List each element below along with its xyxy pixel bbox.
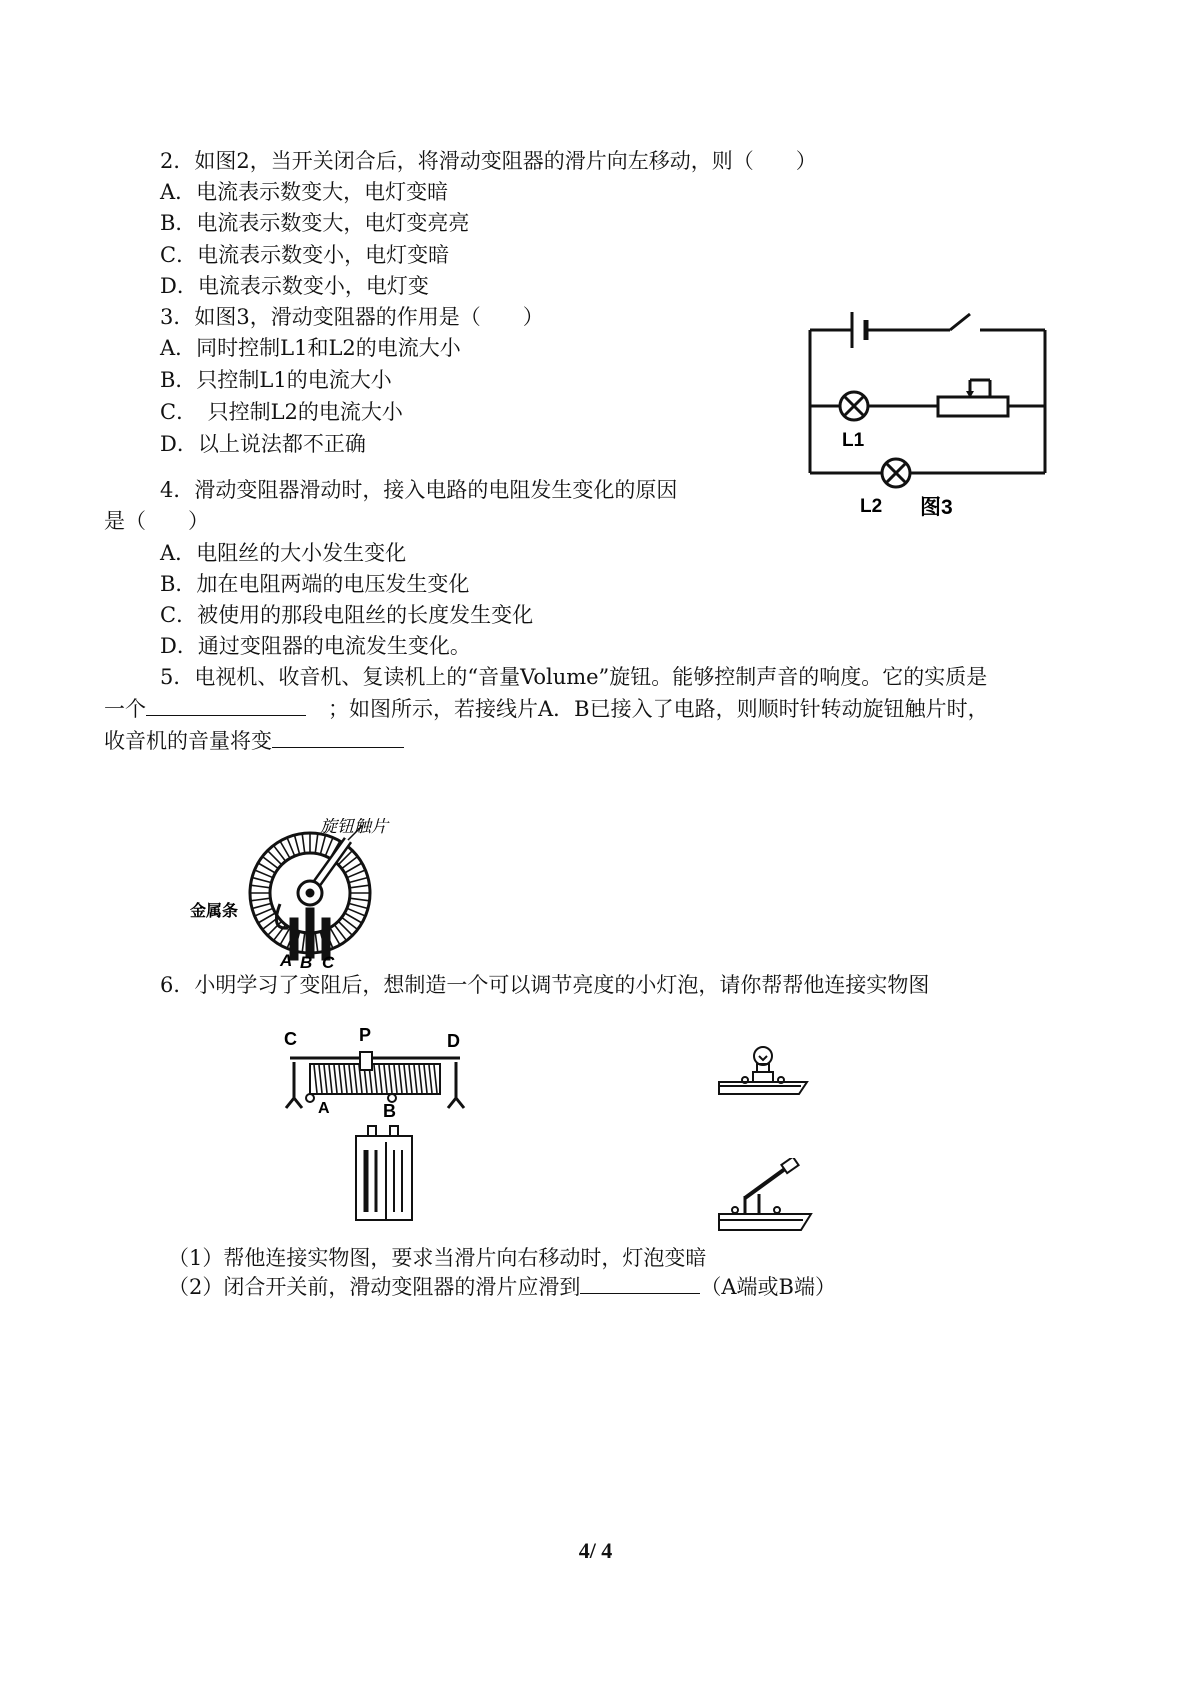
question-2-option-b: B．电流表示数变大，电灯变亮亮 [160,211,470,235]
question-2-option-a: A．电流表示数变大，电灯变暗 [160,180,449,204]
rheostat-coil-turn [354,1065,357,1093]
rheostat-coil-turn [389,1065,392,1093]
slide-rheostat-figure [280,1028,480,1118]
knob-ring-hatch [255,870,272,877]
knob-ring-hatch [302,934,304,952]
knob-ring-hatch [315,934,317,952]
rheostat-coil-turn [344,1065,347,1093]
question-4-stem: 4．滑动变阻器滑动时，接入电路的电阻发生变化的原因 [160,478,678,502]
figure-3-caption: 图3 [920,496,953,519]
question-4-option-b: B．加在电阻两端的电压发生变化 [160,572,470,596]
rheostat-coil-turn [424,1065,427,1093]
label-l2: L2 [860,496,883,517]
question-3-option-c: C． 只控制L2的电流大小 [160,400,403,424]
rheostat-label-a: A [318,1100,330,1117]
volume-knob-figure [190,818,430,968]
knob-ring-hatch [252,885,270,887]
question-2-stem: 2．如图2，当开关闭合后，将滑动变阻器的滑片向左移动，则（ ） [160,149,817,173]
question-5-line-3-text: 收音机的音量将变 [104,729,272,753]
question-6-sub-1: （1）帮他连接实物图，要求当滑片向右移动时，灯泡变暗 [168,1246,707,1270]
knob-ring-hatch [252,898,270,900]
rheostat-coil-turn [409,1065,412,1093]
knob-ring-hatch [351,898,369,900]
question-4-option-c: C．被使用的那段电阻丝的长度发生变化 [160,603,534,627]
rheostat-coil-turn [379,1065,382,1093]
knob-ring-hatch [326,838,333,855]
rheostat-coil-turn [384,1065,387,1093]
question-5-line-2 [104,695,989,723]
question-5-line-1: 5．电视机、收音机、复读机上的“音量Volume”旋钮。能够控制声音的响度。它的实质是 [160,665,988,689]
question-6-sub-2 [168,1273,836,1301]
rheostat-coil-turn [349,1065,352,1093]
rheostat-coil-turn [319,1065,322,1093]
question-6-stem: 6．小明学习了变阻后，想制造一个可以调节亮度的小灯泡，请你帮帮他连接实物图 [160,973,930,997]
label-knob-contact: 旋钮触片 [320,818,388,836]
label-l1: L1 [842,430,865,451]
question-5-line-2-prefix: 一个 [104,697,146,721]
knob-ring-hatch [302,835,304,853]
light-bulb-figure [715,1042,815,1102]
question-5-line-2-suffix: ；如图所示，若接线片A．B已接入了电路，则顺时针转动旋钮触片时， [328,697,989,721]
question-2-option-d: D．电流表示数变小，电灯变 [160,274,429,298]
rheostat-coil-turn [399,1065,402,1093]
answer-blank-1[interactable] [146,695,306,716]
question-3-option-d: D．以上说法都不正确 [160,432,366,456]
knob-ring-hatch [295,836,300,853]
knob-ring-hatch [348,909,365,916]
terminal-label-b: B [300,953,313,968]
terminal-label-a: A [280,951,293,968]
rheostat-coil-turn [334,1065,337,1093]
knob-ring-hatch [255,909,272,916]
answer-blank-2[interactable] [272,727,404,748]
rheostat-coil-turn [329,1065,332,1093]
page-number: 4/ 4 [578,1538,613,1563]
rheostat-label-d: D [447,1031,460,1051]
knob-ring-hatch [351,885,369,887]
rheostat-coil-turn [404,1065,407,1093]
question-4-stem-continued: 是（ ） [104,509,209,533]
rheostat-coil-turn [434,1065,437,1093]
rheostat-coil-turn [414,1065,417,1093]
rheostat-coil-turn [429,1065,432,1093]
knob-ring-hatch [253,878,270,883]
rheostat-label-b: B [383,1101,396,1118]
rheostat-label-p: P [359,1028,372,1045]
rheostat-coil-turn [394,1065,397,1093]
rheostat-coil-turn [419,1065,422,1093]
question-4-option-d: D．通过变阻器的电流发生变化。 [160,634,471,658]
answer-blank-3[interactable] [580,1273,700,1294]
knob-ring-hatch [321,836,326,853]
question-4-option-a: A．电阻丝的大小发生变化 [160,541,407,565]
terminal-label-c: C [322,953,335,968]
knob-ring-hatch [315,835,317,853]
question-3-stem: 3．如图3，滑动变阻器的作用是（ ） [160,305,544,329]
figure-3-circuit-diagram [800,300,1060,540]
question-6-sub-2-suffix: （A端或B端） [700,1275,836,1299]
knob-ring-hatch [287,838,294,855]
rheostat-coil-turn [314,1065,317,1093]
rheostat-coil-turn [324,1065,327,1093]
question-6-sub-2-prefix: （2）闭合开关前，滑动变阻器的滑片应滑到 [168,1275,581,1299]
knife-switch-figure [715,1158,815,1238]
rheostat-coil-turn [374,1065,377,1093]
question-5-line-3 [104,727,404,755]
rheostat-label-c: C [284,1029,297,1049]
knob-ring-hatch [348,870,365,877]
rheostat-coil-turn [339,1065,342,1093]
knob-ring-hatch [350,904,367,909]
battery-figure [350,1120,420,1225]
knob-ring-hatch [350,878,367,883]
label-metal-strip: 金属条 [190,903,239,920]
question-3-option-a: A．同时控制L1和L2的电流大小 [160,336,461,360]
question-3-option-b: B．只控制L1的电流大小 [160,368,392,392]
question-2-option-c: C．电流表示数变小，电灯变暗 [160,243,450,267]
knob-ring-hatch [253,904,270,909]
